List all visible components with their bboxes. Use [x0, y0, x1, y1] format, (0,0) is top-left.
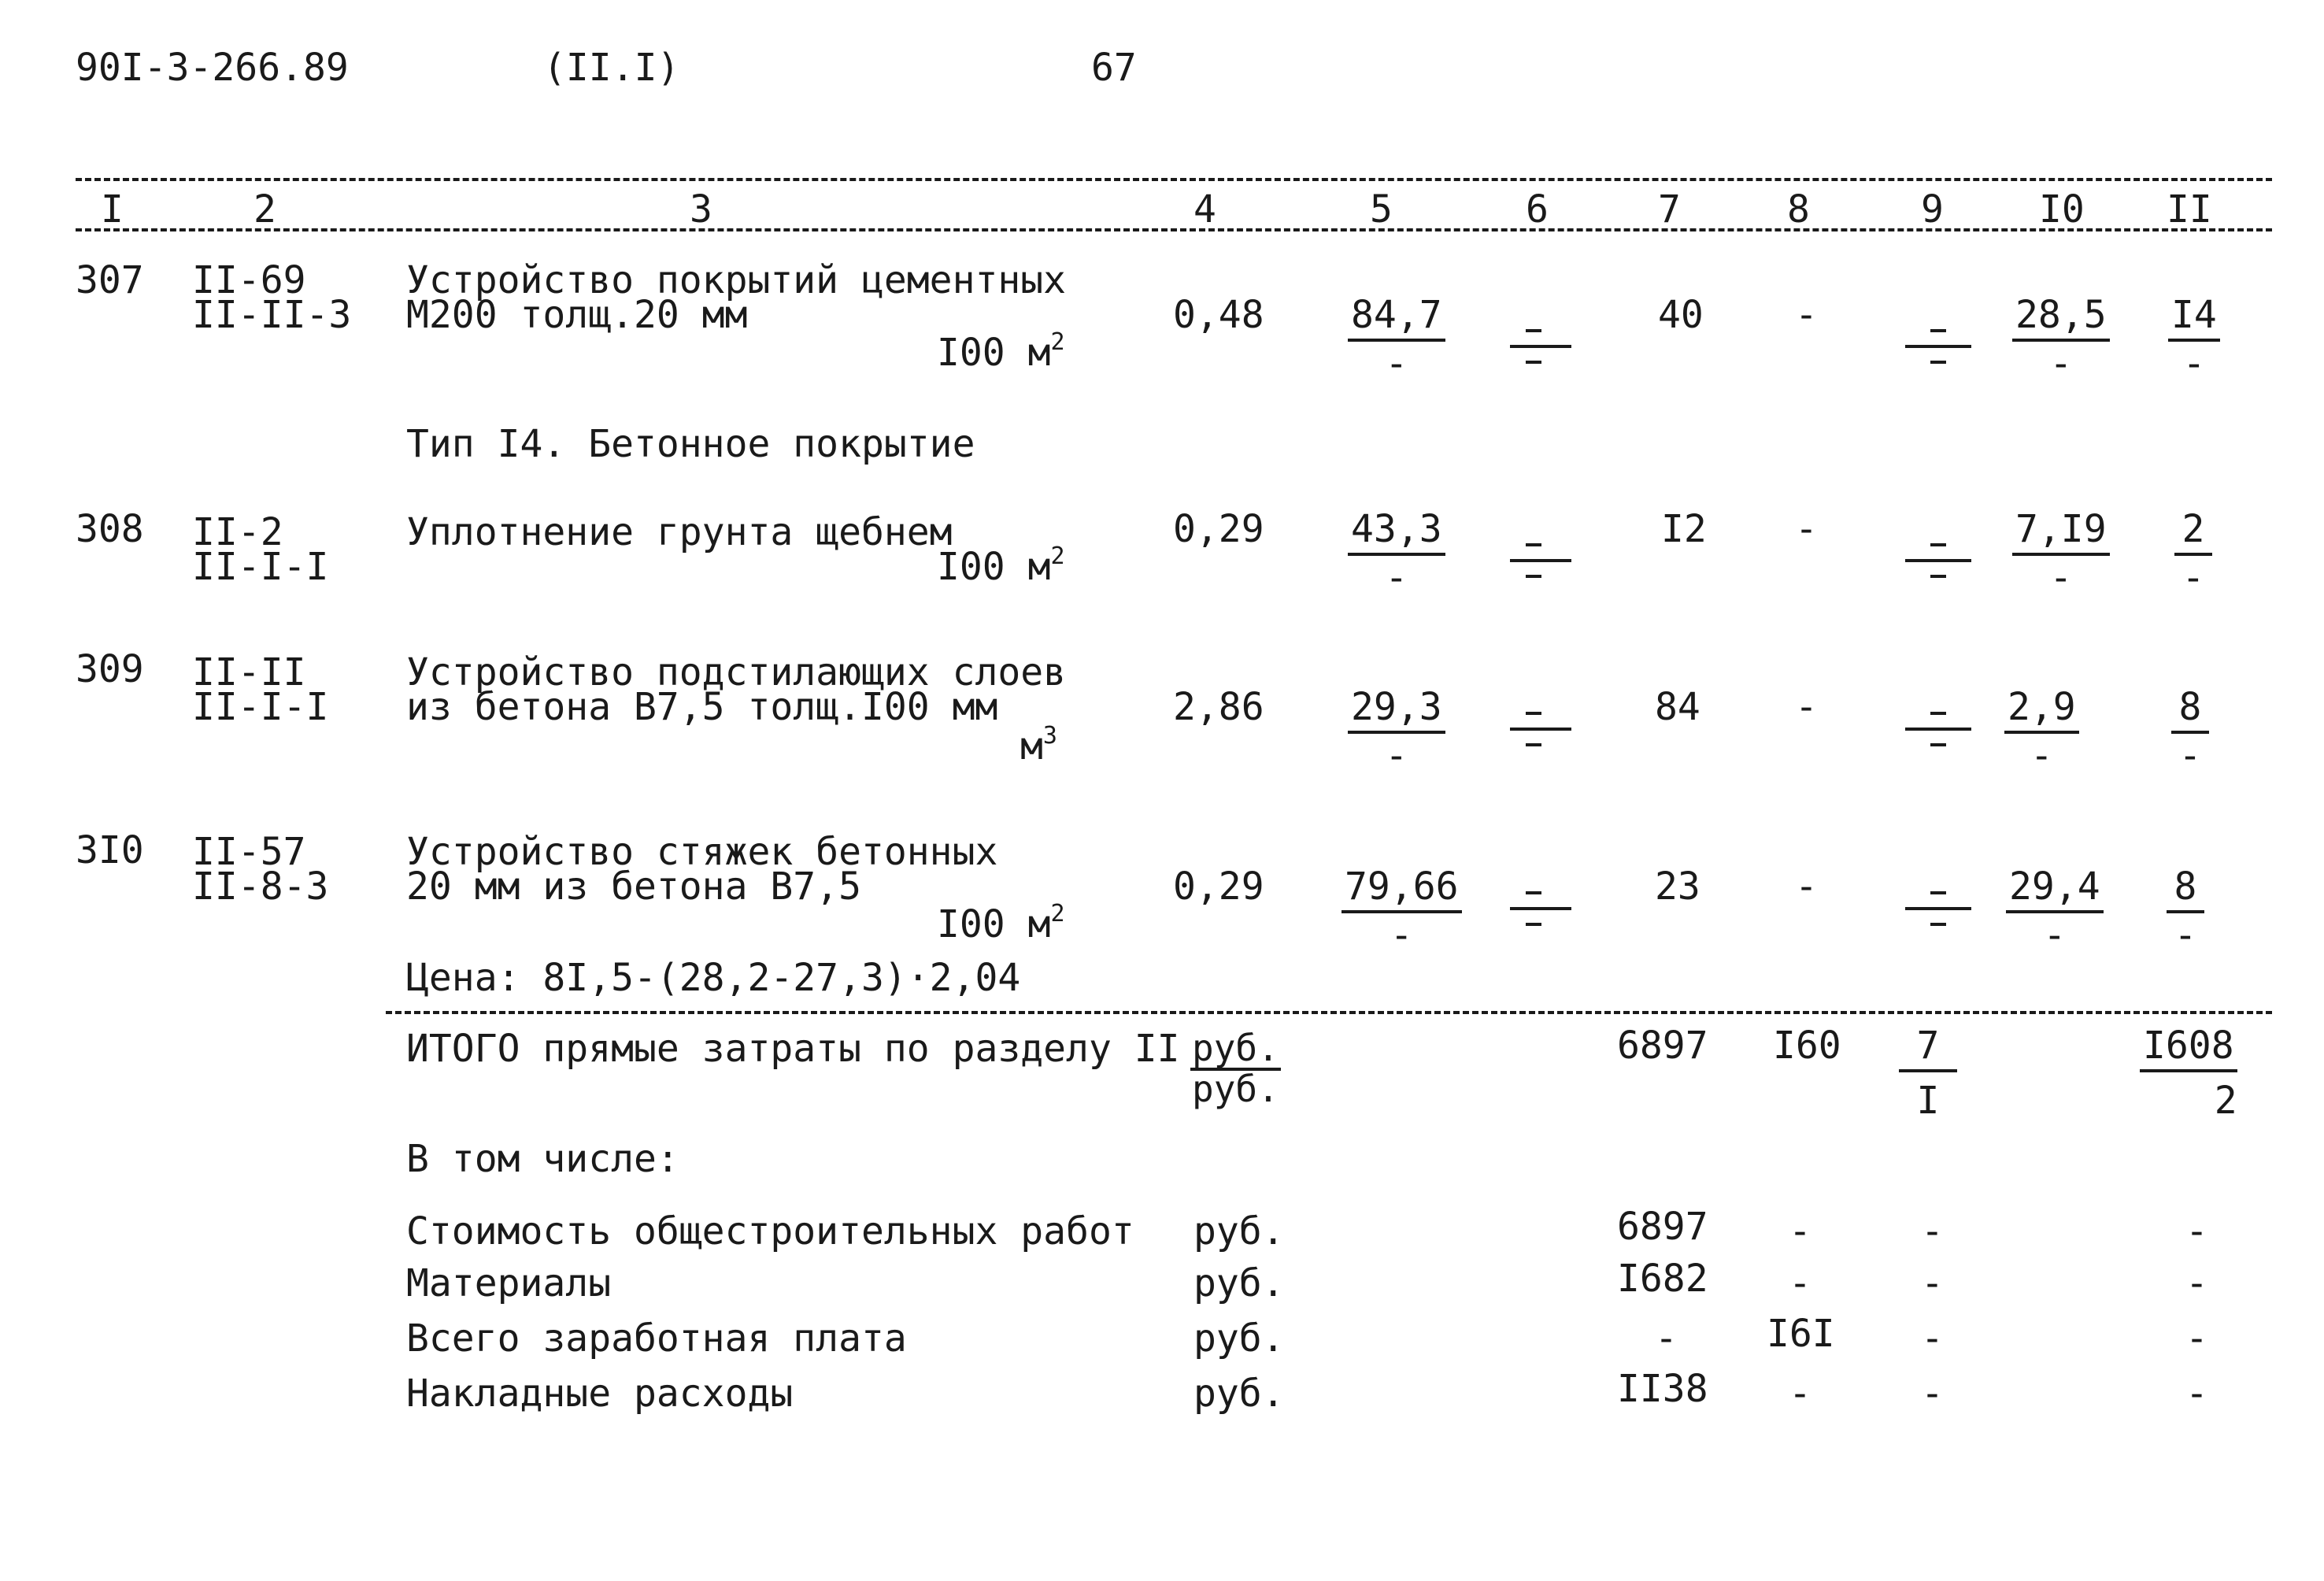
- totals-unit: руб. руб.: [1192, 1027, 1279, 1110]
- fraction-col10: 2,9 -: [2004, 688, 2079, 775]
- value-col7: 40: [1658, 293, 1704, 337]
- breakdown-col9: -: [1921, 1372, 1944, 1416]
- breakdown-unit: руб.: [1193, 1372, 1285, 1416]
- fraction-col11: 2 -: [2174, 510, 2212, 597]
- dash-col9: [1930, 923, 1946, 926]
- including-heading: В том числе:: [406, 1137, 679, 1181]
- fraction-col5: 79,66 -: [1341, 868, 1462, 954]
- value-col7: I2: [1661, 507, 1707, 551]
- norm-code: II-2: [192, 510, 283, 554]
- breakdown-col7: I682: [1617, 1257, 1708, 1301]
- breakdown-col11: -: [2185, 1316, 2208, 1361]
- page-number: 67: [1091, 46, 1137, 90]
- measure-unit: I00 $м^2$: [937, 542, 1065, 589]
- breakdown-col7: 6897: [1617, 1205, 1708, 1249]
- breakdown-col9: -: [1921, 1209, 1944, 1253]
- work-description: Устройство покрытий цементных: [406, 258, 1067, 302]
- dash-col6: [1510, 907, 1571, 910]
- dash-col9: [1930, 891, 1946, 894]
- norm-code: II-I-I: [192, 685, 329, 729]
- dash-col6: [1526, 743, 1541, 746]
- column-header: 3: [690, 187, 712, 231]
- breakdown-col8: -: [1789, 1209, 1811, 1253]
- breakdown-col8: I6I: [1767, 1312, 1835, 1356]
- dash-col6: [1510, 728, 1571, 731]
- work-description: из бетона В7,5 толщ.I00 мм: [406, 685, 998, 729]
- type-subheading: Тип I4. Бетонное покрытие: [406, 422, 975, 466]
- column-header: 5: [1370, 187, 1393, 231]
- row-number: 3I0: [76, 828, 144, 872]
- breakdown-unit: руб.: [1193, 1209, 1285, 1253]
- dash-col6: [1526, 543, 1541, 546]
- fraction-col5: 43,3 -: [1348, 510, 1445, 597]
- norm-code: II-57: [192, 830, 306, 874]
- dash-col9: [1930, 361, 1946, 364]
- breakdown-col11: -: [2185, 1209, 2208, 1253]
- measure-unit: I00 $м^2$: [937, 328, 1065, 375]
- dash-col6: [1526, 891, 1541, 894]
- column-header: 4: [1193, 187, 1216, 231]
- norm-code: II-II: [192, 650, 306, 694]
- norm-code: II-8-3: [192, 865, 329, 909]
- breakdown-col11: -: [2185, 1261, 2208, 1305]
- breakdown-label: Материалы: [406, 1261, 612, 1305]
- dash-col9: [1905, 728, 1971, 731]
- header-bottom-rule: [76, 228, 2272, 231]
- value-col8: -: [1795, 507, 1818, 551]
- value-col7: 84: [1655, 685, 1700, 729]
- column-header: 7: [1658, 187, 1681, 231]
- breakdown-col7: II38: [1617, 1367, 1708, 1411]
- document-code: 90I-3-266.89: [76, 46, 349, 90]
- dash-col9: [1905, 345, 1971, 348]
- column-header: 6: [1526, 187, 1549, 231]
- fraction-col10: 28,5 -: [2012, 296, 2110, 383]
- breakdown-col9: -: [1921, 1316, 1944, 1361]
- breakdown-unit: руб.: [1193, 1316, 1285, 1361]
- quantity: 2,86: [1173, 685, 1264, 729]
- breakdown-label: Накладные расходы: [406, 1372, 794, 1416]
- dash-col6: [1510, 345, 1571, 348]
- dash-col9: [1930, 543, 1946, 546]
- fraction-col10: 29,4 -: [2006, 868, 2104, 954]
- quantity: 0,48: [1173, 293, 1264, 337]
- work-description: Устройство подстилающих слоев: [406, 650, 1067, 694]
- dash-col6: [1526, 712, 1541, 715]
- row-number: 308: [76, 507, 144, 551]
- price-formula: Цена: 8I,5-(28,2-27,3)·2,04: [406, 956, 1021, 1000]
- work-description: М200 толщ.20 мм: [406, 293, 748, 337]
- dash-col6: [1526, 361, 1541, 364]
- norm-code: II-II-3: [192, 293, 352, 337]
- value-col7: 23: [1655, 865, 1700, 909]
- dash-col6: [1526, 329, 1541, 332]
- breakdown-col8: -: [1789, 1261, 1811, 1305]
- breakdown-col9: -: [1921, 1261, 1944, 1305]
- quantity: 0,29: [1173, 507, 1264, 551]
- column-header: I: [101, 187, 124, 231]
- dash-col9: [1930, 329, 1946, 332]
- measure-unit: I00 $м^2$: [937, 900, 1065, 946]
- norm-code: II-69: [192, 258, 306, 302]
- work-description: Уплотнение грунта щебнем: [406, 510, 953, 554]
- fraction-col11: 8 -: [2171, 688, 2209, 775]
- measure-unit: $м^3$: [1020, 722, 1057, 768]
- fraction-col5: 29,3 -: [1348, 688, 1445, 775]
- fraction-col10: 7,I9 -: [2012, 510, 2110, 597]
- breakdown-col8: -: [1789, 1372, 1811, 1416]
- norm-code: II-I-I: [192, 545, 329, 589]
- totals-col11: $\frac{I608}{2}$: [2140, 1027, 2237, 1120]
- dash-col6: [1526, 923, 1541, 926]
- row-number: 309: [76, 647, 144, 691]
- totals-col9: $\frac{7}{I}$: [1899, 1027, 1957, 1120]
- breakdown-col7: -: [1655, 1316, 1678, 1361]
- totals-label: ИТОГО прямые затраты по разделу II: [406, 1027, 1180, 1071]
- fraction-col5: 84,7 -: [1348, 296, 1445, 383]
- column-header: 2: [253, 187, 276, 231]
- value-col8: -: [1795, 685, 1818, 729]
- work-description: Устройство стяжек бетонных: [406, 830, 998, 874]
- value-col8: -: [1795, 293, 1818, 337]
- dash-col6: [1526, 575, 1541, 578]
- fraction-col11: I4 -: [2168, 296, 2220, 383]
- breakdown-label: Всего заработная плата: [406, 1316, 907, 1361]
- totals-col8: I60: [1773, 1024, 1841, 1068]
- dash-col9: [1930, 575, 1946, 578]
- value-col8: -: [1795, 865, 1818, 909]
- totals-rule: [386, 1011, 2272, 1014]
- breakdown-unit: руб.: [1193, 1261, 1285, 1305]
- breakdown-label: Стоимость общестроительных работ: [406, 1209, 1134, 1253]
- totals-col7: 6897: [1617, 1024, 1708, 1068]
- dash-col9: [1905, 907, 1971, 910]
- dash-col9: [1930, 743, 1946, 746]
- work-description: 20 мм из бетона В7,5: [406, 865, 861, 909]
- column-header: 8: [1787, 187, 1810, 231]
- quantity: 0,29: [1173, 865, 1264, 909]
- dash-col9: [1930, 712, 1946, 715]
- header-top-rule: [76, 178, 2272, 181]
- column-header: II: [2167, 187, 2212, 231]
- dash-col6: [1510, 559, 1571, 562]
- column-header: 9: [1921, 187, 1944, 231]
- section-number: (II.I): [543, 46, 680, 90]
- row-number: 307: [76, 258, 144, 302]
- breakdown-col11: -: [2185, 1372, 2208, 1416]
- column-header: I0: [2039, 187, 2085, 231]
- dash-col9: [1905, 559, 1971, 562]
- fraction-col11: 8 -: [2167, 868, 2204, 954]
